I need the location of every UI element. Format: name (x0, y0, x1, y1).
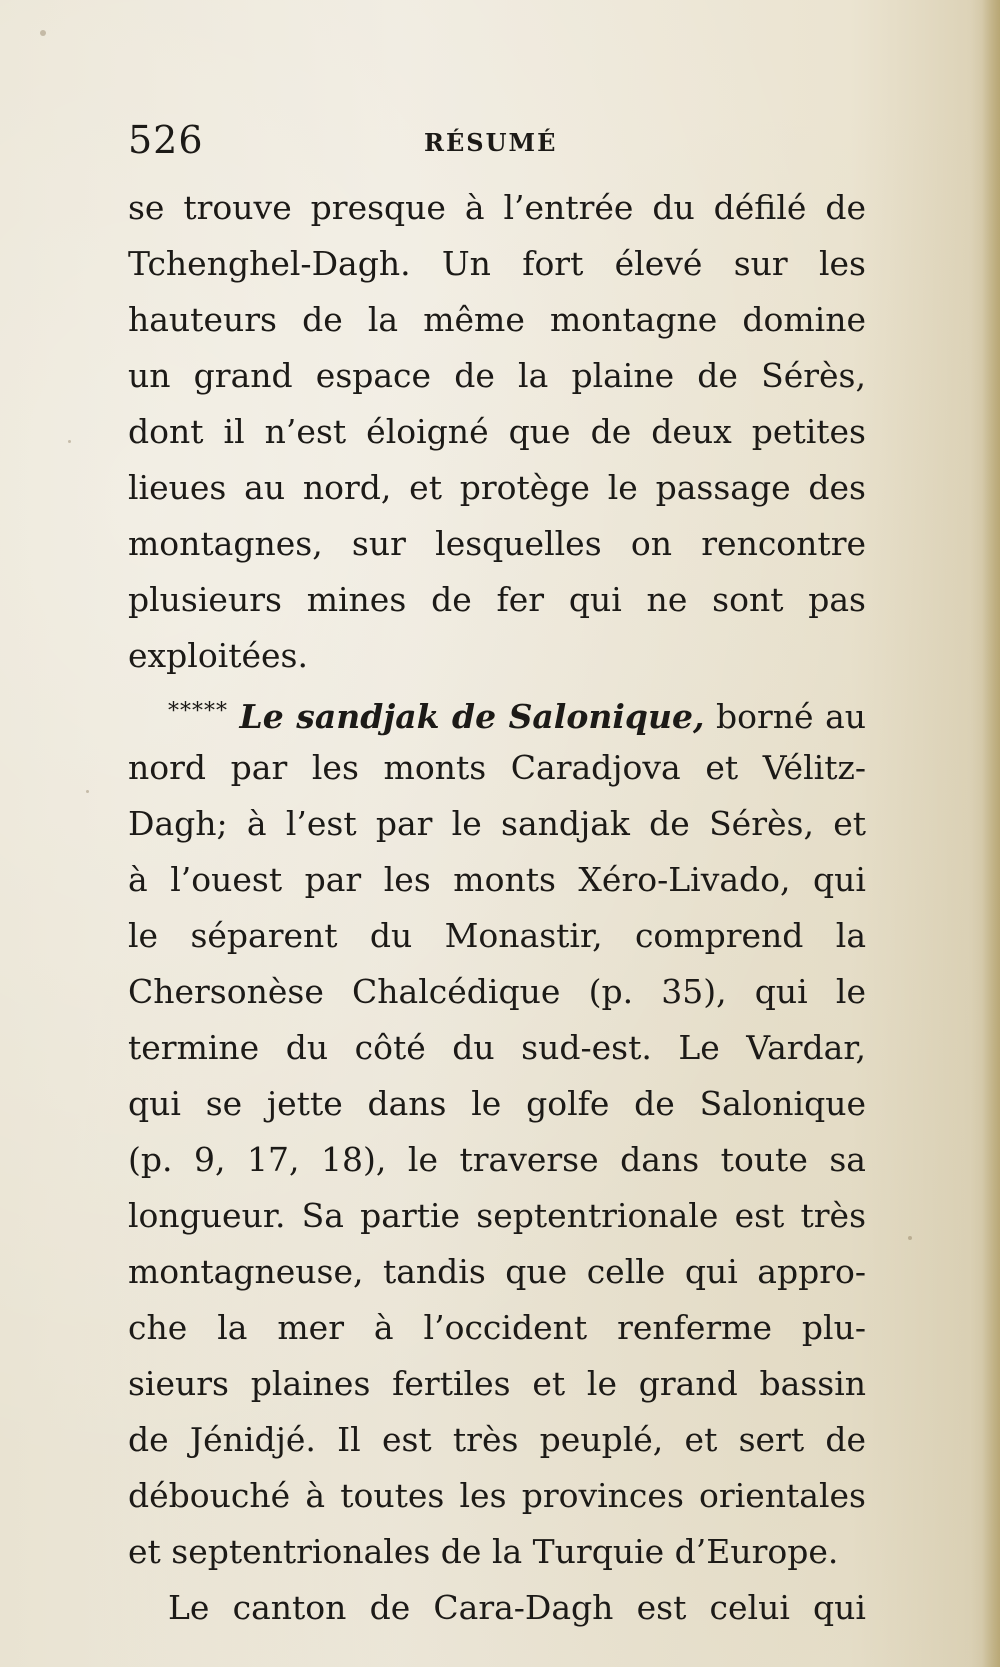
text-line: à l’ouest par les monts Xéro-Livado, qui (128, 860, 866, 899)
text-line: lieues au nord, et protège le passage des (128, 468, 866, 507)
page-number: 526 (128, 118, 204, 162)
text-line: hauteurs de la même montagne domine (128, 300, 866, 339)
text-line: sieurs plaines fertiles et le grand bassin (128, 1364, 866, 1403)
text-line: le séparent du Monastir, comprend la (128, 916, 866, 955)
section-title-italic: Le sandjak de Salonique, (239, 697, 705, 736)
paragraph-start-line: Le canton de Cara-Dagh est celui qui (168, 1588, 866, 1627)
text-line: exploitées. (128, 636, 308, 675)
text-line: se trouve presque à l’entrée du défilé de (128, 188, 866, 227)
text-line: longueur. Sa partie septentrionale est très (128, 1196, 866, 1235)
text-line: dont il n’est éloigné que de deux petites (128, 412, 866, 451)
text-line: un grand espace de la plaine de Sérès, (128, 356, 866, 395)
body-text (128, 180, 866, 1636)
paper-speck (86, 790, 89, 793)
text-line: montagnes, sur lesquelles on rencontre (128, 524, 866, 563)
paper-speck (908, 1236, 912, 1240)
paper-speck (40, 30, 46, 36)
text-line: Dagh; à l’est par le sandjak de Sérès, et (128, 804, 866, 843)
page-header (128, 118, 868, 168)
paper-speck (68, 440, 71, 443)
text-line: Tchenghel-Dagh. Un fort élevé sur les (128, 244, 866, 283)
text-line: plusieurs mines de fer qui ne sont pas (128, 580, 866, 619)
text-line: débouché à toutes les provinces orientales (128, 1476, 866, 1515)
text-line: qui se jette dans le golfe de Salonique (128, 1084, 866, 1123)
paragraph-start-line (128, 684, 866, 740)
section-stars: ***** (168, 699, 228, 724)
text-line: nord par les monts Caradjova et Vélitz- (128, 748, 866, 787)
text-line: Chersonèse Chalcédique (p. 35), qui le (128, 972, 866, 1011)
page-edge-shadow (982, 0, 1000, 1667)
text-line: (p. 9, 17, 18), le traverse dans toute sa (128, 1140, 866, 1179)
text-line: et septentrionales de la Turquie d’Europe. (128, 1532, 839, 1571)
running-head: RÉSUMÉ (424, 128, 558, 157)
text-line: che la mer à l’occident renferme plu- (128, 1308, 866, 1347)
text-line: termine du côté du sud-est. Le Vardar, (128, 1028, 866, 1067)
text-line: de Jénidjé. Il est très peuplé, et sert de (128, 1420, 866, 1459)
text-fragment: borné au (715, 697, 866, 736)
text-line: montagneuse, tandis que celle qui appro- (128, 1252, 866, 1291)
